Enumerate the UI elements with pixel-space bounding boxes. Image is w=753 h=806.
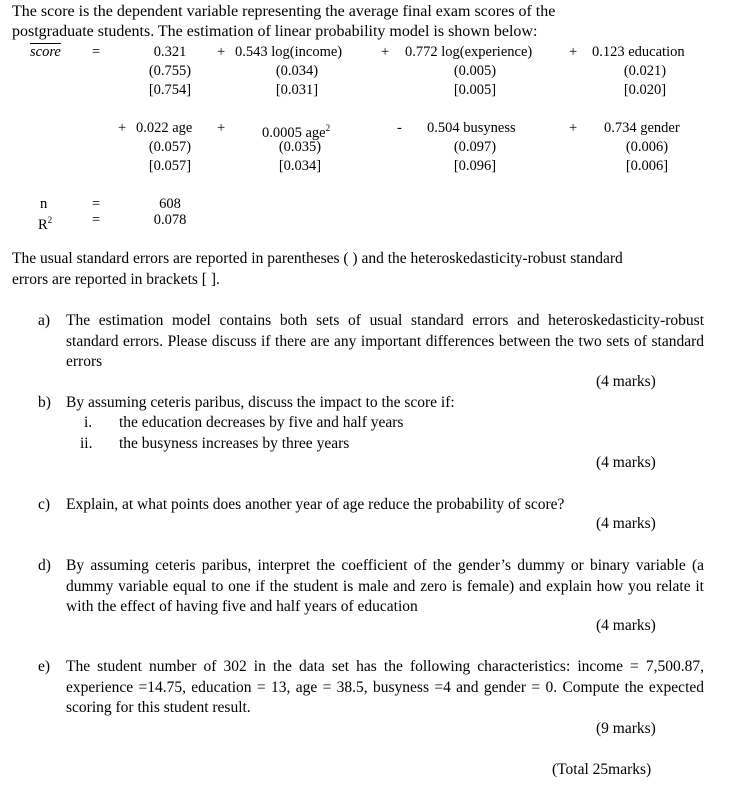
rse-busyness: [0.096] (453, 158, 497, 174)
rse-income: [0.031] (275, 82, 319, 98)
n-eq-sign: = (92, 196, 101, 212)
q-b-ii-label: ii. (80, 435, 93, 452)
note-line-1: The usual standard errors are reported in parentheses ( ) and the heteroskedasticity-robust standard (12, 250, 623, 267)
rse-experience: [0.005] (453, 82, 497, 98)
se-agesq: (0.035) (278, 139, 322, 155)
q-b-marks: (4 marks) (596, 454, 656, 471)
op-gender: + (569, 120, 578, 136)
q-c-marks: (4 marks) (596, 515, 656, 532)
op-experience: + (381, 44, 390, 60)
q-b-ii-text: the busyness increases by three years (119, 435, 350, 452)
n-label: n (40, 196, 48, 212)
n-value: 608 (159, 196, 181, 212)
q-b-i-label: i. (84, 414, 93, 431)
q-a-marks: (4 marks) (596, 373, 656, 390)
op-agesq: + (217, 120, 226, 136)
rse-gender: [0.006] (625, 158, 669, 174)
total-marks: (Total 25marks) (552, 761, 652, 778)
rse-age: [0.057] (148, 158, 192, 174)
op-busyness: - (397, 120, 402, 136)
op-age: + (118, 120, 127, 136)
intro-line-1: The score is the dependent variable representing the average final exam scores of the (12, 3, 556, 20)
rse-agesq: [0.034] (278, 158, 322, 174)
q-e-label: e) (38, 658, 51, 675)
se-gender: (0.006) (625, 139, 669, 155)
se-busyness: (0.097) (453, 139, 497, 155)
q-d-label: d) (38, 557, 51, 574)
q-d-marks: (4 marks) (596, 617, 656, 634)
q-a-label: a) (38, 312, 51, 329)
q-b-label: b) (38, 394, 51, 411)
coef-gender: 0.734 gender (604, 120, 680, 136)
coef-agesq: 0.0005 age$^2$ (262, 123, 331, 141)
q-d-text: By assuming ceteris paribus, interpret the coefficient of the gender’s dummy or binary variable (a dummy variable equal to one if the student is male and zero is female) and explain how you relate it with the effect of having five and half years of education (66, 557, 704, 615)
q-c-label: c) (38, 496, 51, 513)
rse-education: [0.020] (623, 82, 667, 98)
se-income: (0.034) (275, 63, 319, 79)
q-c-text: Explain, at what points does another year of age reduce the probability of score? (66, 496, 565, 513)
op-education: + (569, 44, 578, 60)
se-experience: (0.005) (453, 63, 497, 79)
r2-value: 0.078 (153, 212, 187, 228)
note-line-2: errors are reported in brackets [ ]. (12, 271, 220, 288)
coef-age: 0.022 age (136, 120, 193, 136)
r2-label: $R^2$ (38, 215, 53, 233)
eq-sign: = (92, 44, 101, 60)
q-b-i-text: the education decreases by five and half years (119, 414, 404, 431)
q-e-text: The student number of 302 in the data set has the following characteristics: income = 7,500.87, experience =14.75, education = 13, age = 38.5, busyness =4 and gender = 0. Compute the expected scoring for this student result. (66, 658, 704, 716)
rse-intercept: [0.754] (148, 82, 192, 98)
se-education: (0.021) (623, 63, 667, 79)
coef-income: 0.543 log(income) (235, 44, 343, 60)
coef-busyness: 0.504 busyness (427, 120, 516, 136)
r2-eq-sign: = (92, 212, 101, 228)
coef-education: 0.123 education (592, 44, 685, 60)
coef-intercept: 0.321 (153, 44, 187, 60)
se-age: (0.057) (148, 139, 192, 155)
intro-line-2: postgraduate students. The estimation of linear probability model is shown below: (12, 23, 538, 40)
op-income: + (217, 44, 226, 60)
lhs-score: score (30, 44, 61, 60)
q-a-text: The estimation model contains both sets of usual standard errors and heteroskedasticity-robust standard errors. Please discuss if there are any important differences between the two sets of standard errors (66, 312, 704, 370)
coef-experience: 0.772 log(experience) (405, 44, 533, 60)
se-intercept: (0.755) (148, 63, 192, 79)
q-b-text: By assuming ceteris paribus, discuss the impact to the score if: (66, 394, 455, 411)
q-e-marks: (9 marks) (596, 720, 656, 737)
